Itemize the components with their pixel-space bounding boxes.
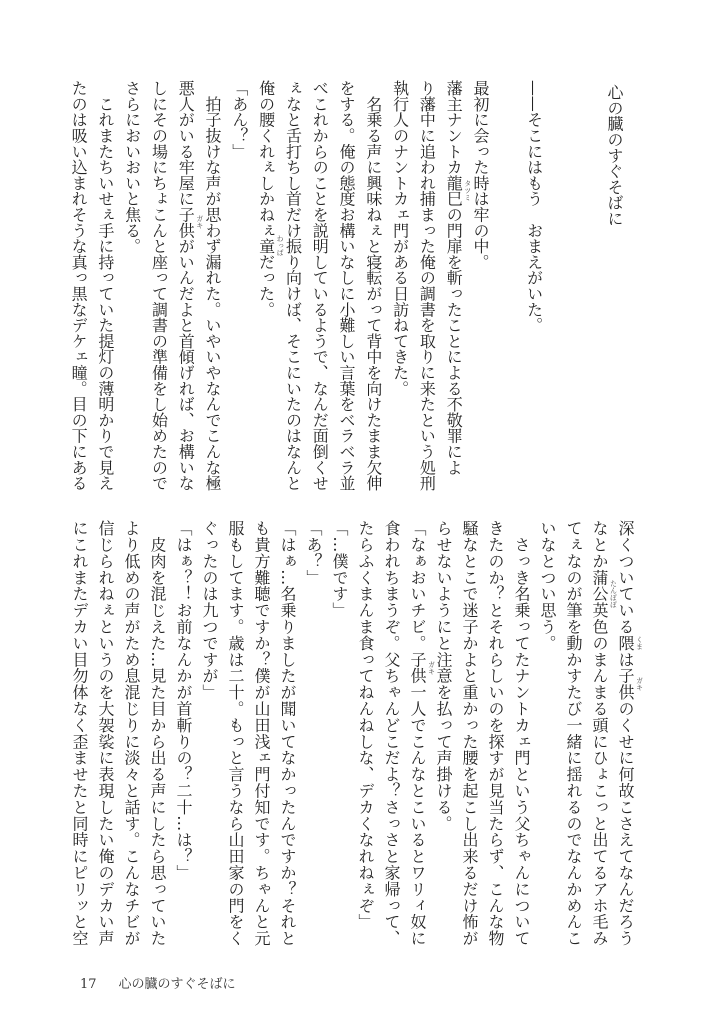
- page-number: 17: [80, 977, 97, 992]
- text-line: 信じられねぇというのを大袈裟に表現したい俺のデカい声: [96, 520, 115, 947]
- text-line: てぇなのが筆を動かすたび一緒に揺れるのでなんかめんこ: [564, 520, 583, 947]
- text-line: 食われちまうぞ。父ちゃんどこだよ？さっさと家帰って、: [382, 520, 401, 947]
- text-line: 服もしてます。歳は二十。もっと言うなら山田家の門をく: [226, 520, 245, 947]
- text-line: 「あ？」: [304, 520, 323, 586]
- text-line: 「はぁ？！お前なんかが首斬りの？二十…は？」: [174, 520, 193, 881]
- text-line: 拍子抜けな声が思わず漏れた。いやいやなんでこんな極: [203, 80, 223, 491]
- text-line: さっき名乗ってたナントカェ門という父ちゃんについて: [512, 520, 531, 947]
- ruby-reading: わっぱ: [276, 235, 285, 257]
- text-line: ぇなと舌打ちし首だけ振り向けば、そこにいたのはなんと: [283, 80, 303, 491]
- text-line: 藩主ナントカ龍巳の門扉を斬ったことによる不敬罪によ: [444, 80, 464, 476]
- text-line: 「はぁ…名乗りましたが聞いてなかったんですか？それと: [278, 520, 297, 947]
- ruby-reading: たんぽぽ: [609, 579, 618, 608]
- text-line: 最初に会った時は牢の中。: [471, 80, 491, 270]
- text-line: ぐったのは九つですが」: [200, 520, 219, 701]
- text-line: 「あん？」: [229, 80, 249, 160]
- text-line: たらふくまんま食ってねんねしな、デカくなれねぇぞ」: [356, 520, 375, 930]
- ruby-reading: くま: [635, 636, 644, 650]
- ruby-reading: ガキ: [635, 677, 644, 691]
- text-line: 俺の腰くれぇしかねぇ童だった。: [256, 80, 276, 318]
- ruby-reading: ガキ: [427, 660, 436, 675]
- text-line: 執行人のナントカェ門がある日訪ねてきた。: [390, 80, 410, 397]
- text-line: いなとつい思う。: [538, 520, 557, 652]
- text-line: 悪人がいる牢屋に子供がいんだよと首傾げれば、お構いな: [176, 80, 196, 491]
- page-footer: [80, 973, 236, 992]
- text-line: 騒なとこで迷子かよと重かった腰を起こし出来るだけ怖が: [460, 520, 479, 947]
- lower-text-block: [66, 520, 638, 960]
- text-line: 名乗る声に興味ねぇと寝転がって背中を向けたまま欠伸: [363, 80, 383, 491]
- story-title: 心の臓のすぐそばに: [605, 84, 624, 227]
- ruby-reading: タツミ: [463, 180, 472, 202]
- text-line: り藩中に追われ捕まった俺の調書を取りに来たという処刑: [417, 80, 437, 491]
- text-line: これまたちいせぇ手に持っていた提灯の薄明かりで見え: [95, 80, 115, 491]
- text-line: より低めの声がため息混じりに淡々と話す。こんなチビが: [122, 520, 141, 947]
- text-line: をする。俺の態度お構いなしに小難しい言葉をベラベラ並: [337, 80, 357, 491]
- text-line: 深くついている隈は子供のくせに何故こさえてなんだろう: [616, 520, 635, 947]
- text-line: 「…僕です」: [330, 520, 349, 619]
- text-line: たのは吸い込まれそうな真っ黒なデケェ瞳。目の下にある: [69, 80, 89, 491]
- epigraph: ——そこにはもう おまえがいた。: [524, 80, 544, 333]
- text-line: 「なぁおいチビ。子供一人でこんなとこいるとワリィ奴に: [408, 520, 427, 947]
- text-line: 皮肉を混じえた…見た目から出る声にしたら思っていた: [148, 520, 167, 947]
- text-line: も貴方難聴ですか？僕が山田浅ェ門付知です。ちゃんと元: [252, 520, 271, 947]
- ruby-reading: ガキ: [195, 215, 204, 230]
- upper-text-block: [64, 80, 627, 510]
- text-line: なとか蒲公英色のまんまる頭にひょこっと出てるアホ毛み: [590, 520, 609, 947]
- text-line: にこれまたデカい目勿体なく歪ませたと同時にピリッと空: [70, 520, 89, 947]
- text-line: さらにおいおいと焦る。: [122, 80, 142, 254]
- text-line: べこれからのことを説明しているようで、なんだ面倒くせ: [310, 80, 330, 491]
- text-line: きたのか？とそれらしいのを探すが見当たらず、こんな物: [486, 520, 505, 947]
- running-title: 心の臓のすぐそばに: [118, 977, 236, 992]
- text-line: しにその場にちょこんと座って調書の準備をし始めたので: [149, 80, 169, 491]
- text-line: らせないようにと注意を払って声掛ける。: [434, 520, 453, 832]
